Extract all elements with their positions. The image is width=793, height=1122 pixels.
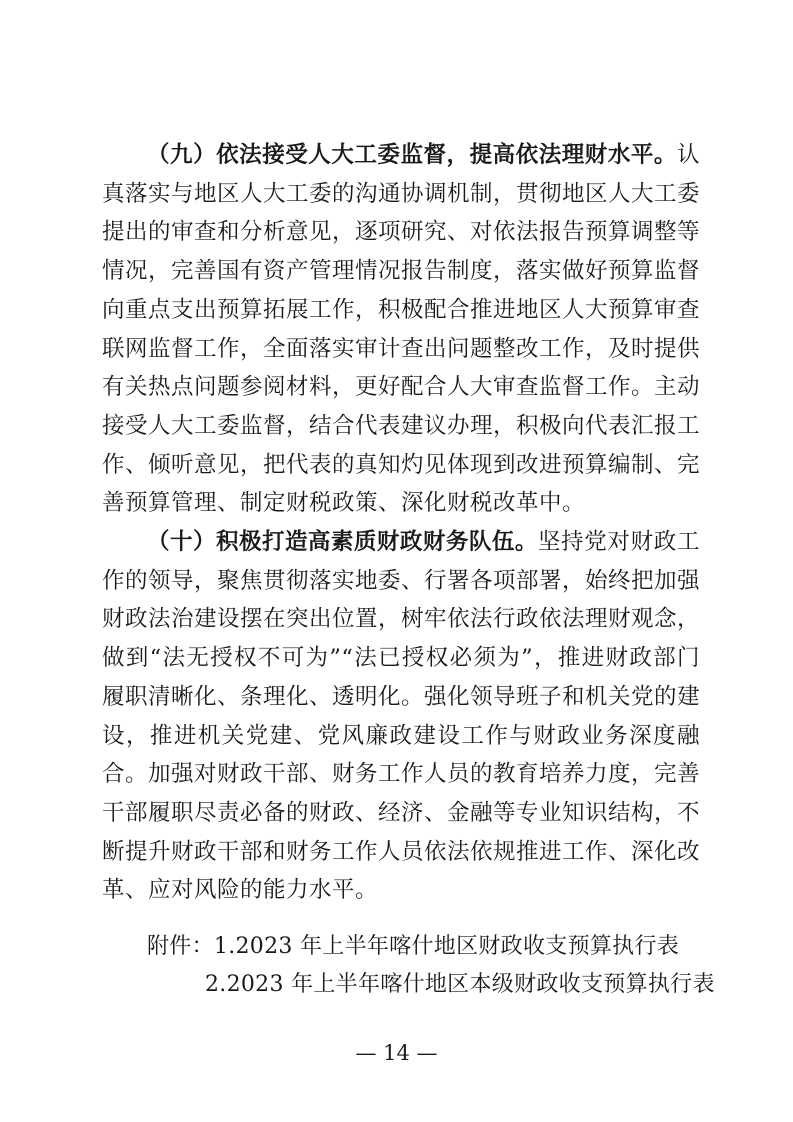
section-9-paragraph <box>102 136 700 523</box>
attachment-label: 附件： <box>147 934 214 959</box>
section-10-heading: （十）积极打造高素质财政财务队伍。 <box>147 529 538 555</box>
section-9-heading: （九）依法接受人大工委监督，提高依法理财水平。 <box>147 142 677 168</box>
section-9-body: 认真落实与地区人大工委的沟通协调机制，贯彻地区人大工委提出的审查和分析意见，逐项研究、对依法报告预算调整等情况，完善国有资产管理情况报告制度，落实做好预算监督向重点支出预算拓展工作，积极配合推进地区人大预算审查联网监督工作，全面落实审计查出问题整改工作，及时提供有关热点问题参阅材料，更好配合人大审查监督工作。主动接受人大工委监督，结合代表建议办理，积极向代表汇报工作、倾听意见，把代表的真知灼见体现到改进预算编制、完善预算管理、制定财税政策、深化财税改革中。 <box>102 142 701 517</box>
attachment-line-1 <box>147 928 679 966</box>
attachment-item-2: 2.2023 年上半年喀什地区本级财政收支预算执行表 <box>205 972 715 997</box>
page-number: — 14 — <box>355 1041 438 1065</box>
attachment-item-1: 1.2023 年上半年喀什地区财政收支预算执行表 <box>213 934 680 959</box>
section-10-body: 坚持党对财政工作的领导，聚焦贯彻落实地委、行署各项部署，始终把加强财政法治建设摆在突出位置，树牢依法行政依法理财观念，做到“法无授权不可为”“法已授权必须为”，推进财政部门履职清晰化、条理化、透明化。强化领导班子和机关党的建设，推进机关党建、党风廉政建设工作与财政业务深度融合。加强对财政干部、财务工作人员的教育培养力度，完善干部履职尽责必备的财政、经济、金融等专业知识结构，不断提升财政干部和财务工作人员依法依规推进工作、深化改革、应对风险的能力水平。 <box>102 529 701 904</box>
section-10-paragraph <box>102 523 700 910</box>
attachment-line-2 <box>205 966 715 1004</box>
